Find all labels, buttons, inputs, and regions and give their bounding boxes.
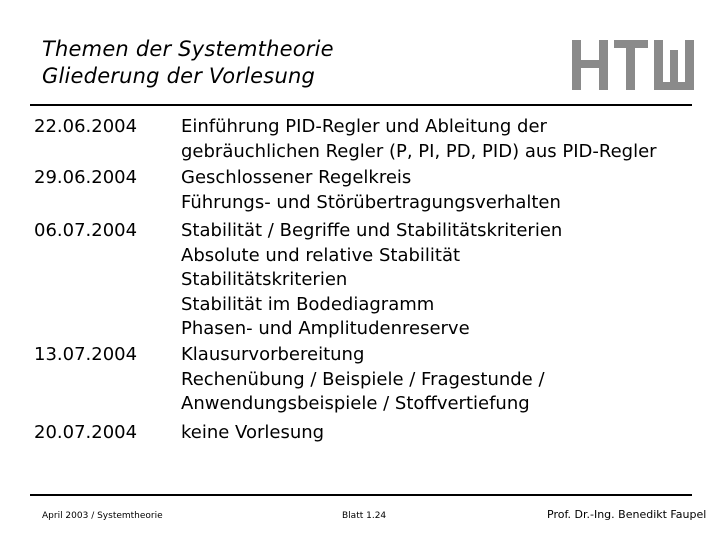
htw-logo: [572, 40, 694, 90]
slide-title: [42, 36, 334, 90]
schedule-topic: Klausurvorbereitung: [181, 344, 365, 365]
footer-divider: [30, 494, 692, 496]
schedule-topic: keine Vorlesung: [181, 422, 325, 443]
footer-page-number: Blatt 1.24: [342, 511, 387, 521]
schedule-topic: Geschlossener Regelkreis: [181, 167, 412, 188]
schedule-topic: Stabilitätskriterien: [181, 269, 348, 290]
schedule-date: 22.06.2004: [34, 116, 138, 137]
title-line-2: Gliederung der Vorlesung: [42, 64, 315, 88]
schedule-topic: Phasen- und Amplitudenreserve: [181, 318, 470, 339]
schedule-date: 20.07.2004: [34, 422, 138, 443]
schedule-date: 29.06.2004: [34, 167, 138, 188]
footer-author: Prof. Dr.-Ing. Benedikt Faupel: [547, 508, 707, 521]
schedule-topic: Stabilität im Bodediagramm: [181, 293, 435, 315]
schedule-topic: Führungs- und Störübertragungsverhalten: [181, 191, 561, 213]
title-line-1: Themen der Systemtheorie: [42, 37, 334, 61]
schedule-topic: Einführung PID-Regler und Ableitung der: [181, 116, 547, 137]
schedule-topic: Stabilität / Begriffe und Stabilitätskriterien: [181, 220, 563, 241]
footer-course: April 2003 / Systemtheorie: [42, 511, 163, 521]
schedule-topic: Absolute und relative Stabilität: [181, 244, 461, 266]
schedule-date: 06.07.2004: [34, 220, 138, 241]
schedule-topic: gebräuchlichen Regler (P, PI, PD, PID) aus PID-Regler: [181, 140, 657, 162]
schedule-date: 13.07.2004: [34, 344, 138, 365]
schedule-topic: Anwendungsbeispiele / Stoffvertiefung: [181, 393, 530, 414]
schedule-topic: Rechenübung / Beispiele / Fragestunde /: [181, 368, 545, 390]
header-divider: [30, 104, 692, 106]
